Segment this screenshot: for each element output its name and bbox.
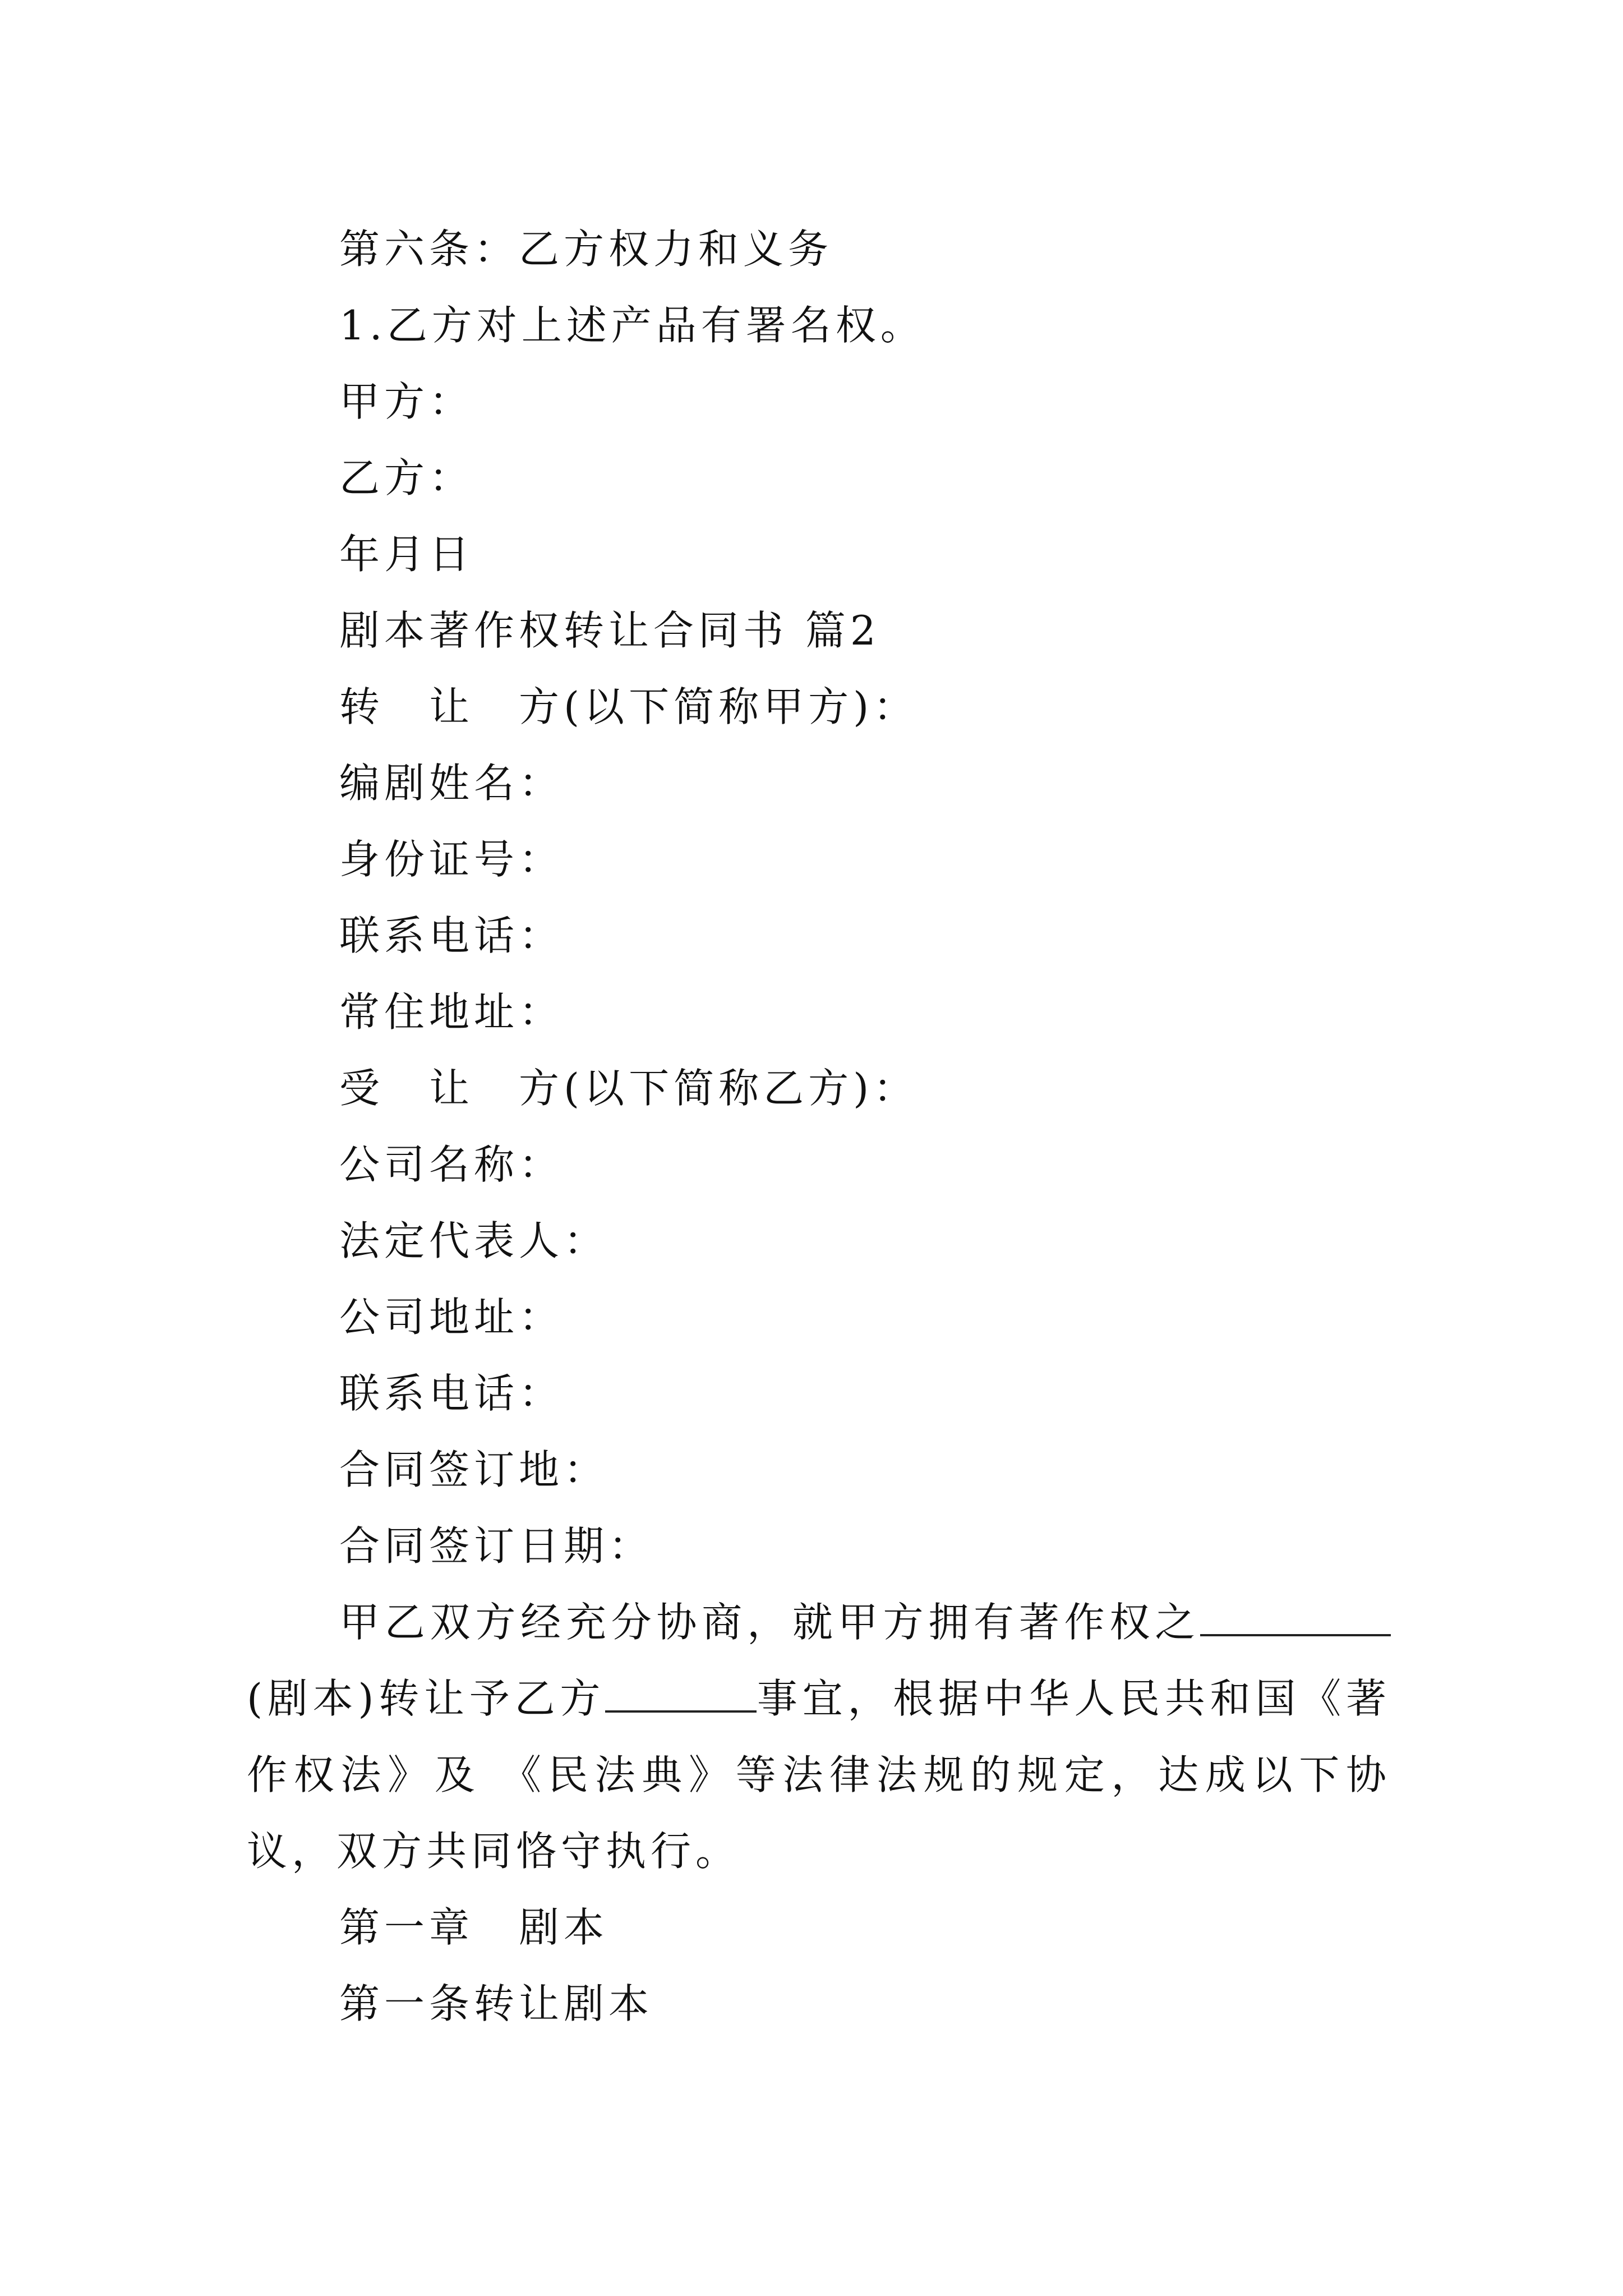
preamble-part-1: 甲乙双方经充分协商，就甲方拥有著作权之 — [339, 1599, 1200, 1646]
chapter-one-heading: 第一章 剧本 — [339, 1904, 609, 1951]
signing-date-field: 合同签订日期： — [339, 1522, 654, 1570]
transferor-heading: 转 让 方(以下简称甲方)： — [339, 683, 919, 730]
article-six-heading: 第六条：乙方权力和义务 — [339, 226, 833, 273]
residence-address-field: 常住地址： — [339, 988, 564, 1036]
signing-place-field: 合同签订地： — [339, 1446, 609, 1493]
legal-representative-field: 法定代表人： — [339, 1217, 609, 1264]
document-body — [247, 211, 1391, 2042]
transferee-blank — [605, 1676, 757, 1713]
transferee-heading: 受 让 方(以下简称乙方)： — [339, 1065, 919, 1112]
company-name-field: 公司名称： — [339, 1141, 564, 1188]
preamble-part-2: (剧本)转让予乙方 — [247, 1675, 606, 1722]
preamble-part-3: 事宜，根据中华人民共和国《著作权法》及 《民法典》等法律法规的规定，达成以下协议，双方共同恪守执行。 — [247, 1675, 1391, 1875]
writer-phone-field: 联系电话： — [339, 912, 564, 959]
writer-name-field: 编剧姓名： — [339, 760, 564, 807]
article-one-heading: 第一条转让剧本 — [339, 1980, 654, 2027]
id-number-field: 身份证号： — [339, 836, 564, 883]
company-address-field: 公司地址： — [339, 1294, 564, 1341]
party-b-sign-label: 乙方： — [339, 454, 474, 501]
agreement-preamble — [247, 1584, 1391, 1889]
clause-signature-right: 1.乙方对上述产品有署名权。 — [339, 302, 925, 349]
script-title-blank — [1200, 1599, 1391, 1636]
sign-date-label: 年月日 — [339, 531, 474, 578]
contract-title: 剧本著作权转让合同书 篇2 — [339, 607, 880, 654]
party-a-sign-label: 甲方： — [339, 378, 474, 425]
company-phone-field: 联系电话： — [339, 1370, 564, 1417]
